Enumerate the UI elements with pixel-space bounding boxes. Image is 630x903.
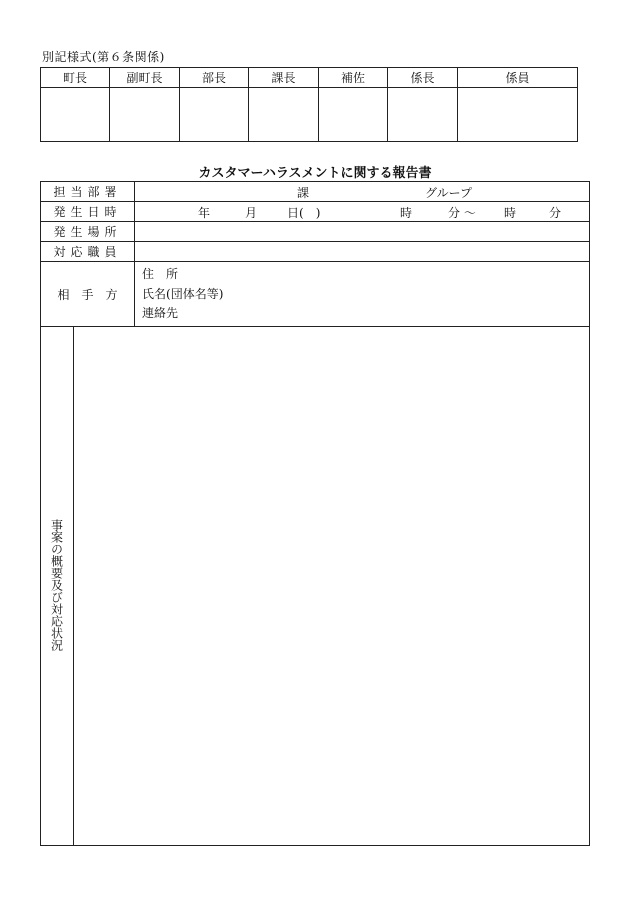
dt-month-text: 月 [245, 206, 258, 220]
datetime-field[interactable] [135, 202, 590, 222]
stamp-box-staff[interactable] [458, 88, 578, 142]
staff-label: 対応職員 [41, 242, 135, 262]
datetime-label: 発生日時 [41, 202, 135, 222]
staff-field[interactable] [135, 242, 590, 262]
dept-label: 担当部署 [41, 182, 135, 202]
party-address-label: 住 所 [142, 267, 179, 281]
dt-hour-end-text: 時 [504, 206, 517, 220]
party-field[interactable] [135, 262, 590, 327]
dt-min-end-text: 分 [549, 206, 562, 220]
stamp-header-unit-chief: 係長 [388, 68, 458, 88]
party-label: 相 手 方 [41, 262, 135, 327]
stamp-box-section-chief[interactable] [249, 88, 319, 142]
form-caption: 別記様式(第６条関係) [42, 50, 165, 64]
summary-label: 事案の概要及び対応状況 [49, 518, 64, 651]
stamp-box-mayor[interactable] [41, 88, 110, 142]
summary-label-cell [41, 327, 74, 846]
dept-field[interactable] [135, 182, 590, 202]
stamp-header-section-chief: 課長 [249, 68, 319, 88]
dt-year-text: 年 [198, 206, 211, 220]
party-name-label: 氏名(団体名等) [142, 286, 224, 301]
party-contact-label: 連絡先 [142, 306, 179, 320]
place-label: 発生場所 [41, 222, 135, 242]
stamp-box-assistant[interactable] [319, 88, 388, 142]
dt-hour-start-text: 時 [400, 206, 413, 220]
stamp-box-unit-chief[interactable] [388, 88, 458, 142]
place-field[interactable] [135, 222, 590, 242]
stamp-header-staff: 係員 [458, 68, 578, 88]
approval-stamp-table [40, 67, 578, 142]
dt-min-start-text: 分 ～ [448, 206, 476, 220]
stamp-header-director: 部長 [180, 68, 249, 88]
dt-day-text: 日( ) [287, 206, 321, 220]
report-form-table [40, 181, 590, 846]
stamp-header-deputy-mayor: 副町長 [110, 68, 180, 88]
stamp-header-mayor: 町長 [41, 68, 110, 88]
stamp-header-assistant: 補佐 [319, 68, 388, 88]
summary-field[interactable] [74, 327, 590, 846]
report-title: カスタマーハラスメントに関する報告書 [198, 166, 432, 181]
dept-ka-text: 課 [297, 186, 310, 200]
stamp-box-director[interactable] [180, 88, 249, 142]
dept-group-text: グループ [425, 186, 473, 200]
stamp-box-deputy-mayor[interactable] [110, 88, 180, 142]
